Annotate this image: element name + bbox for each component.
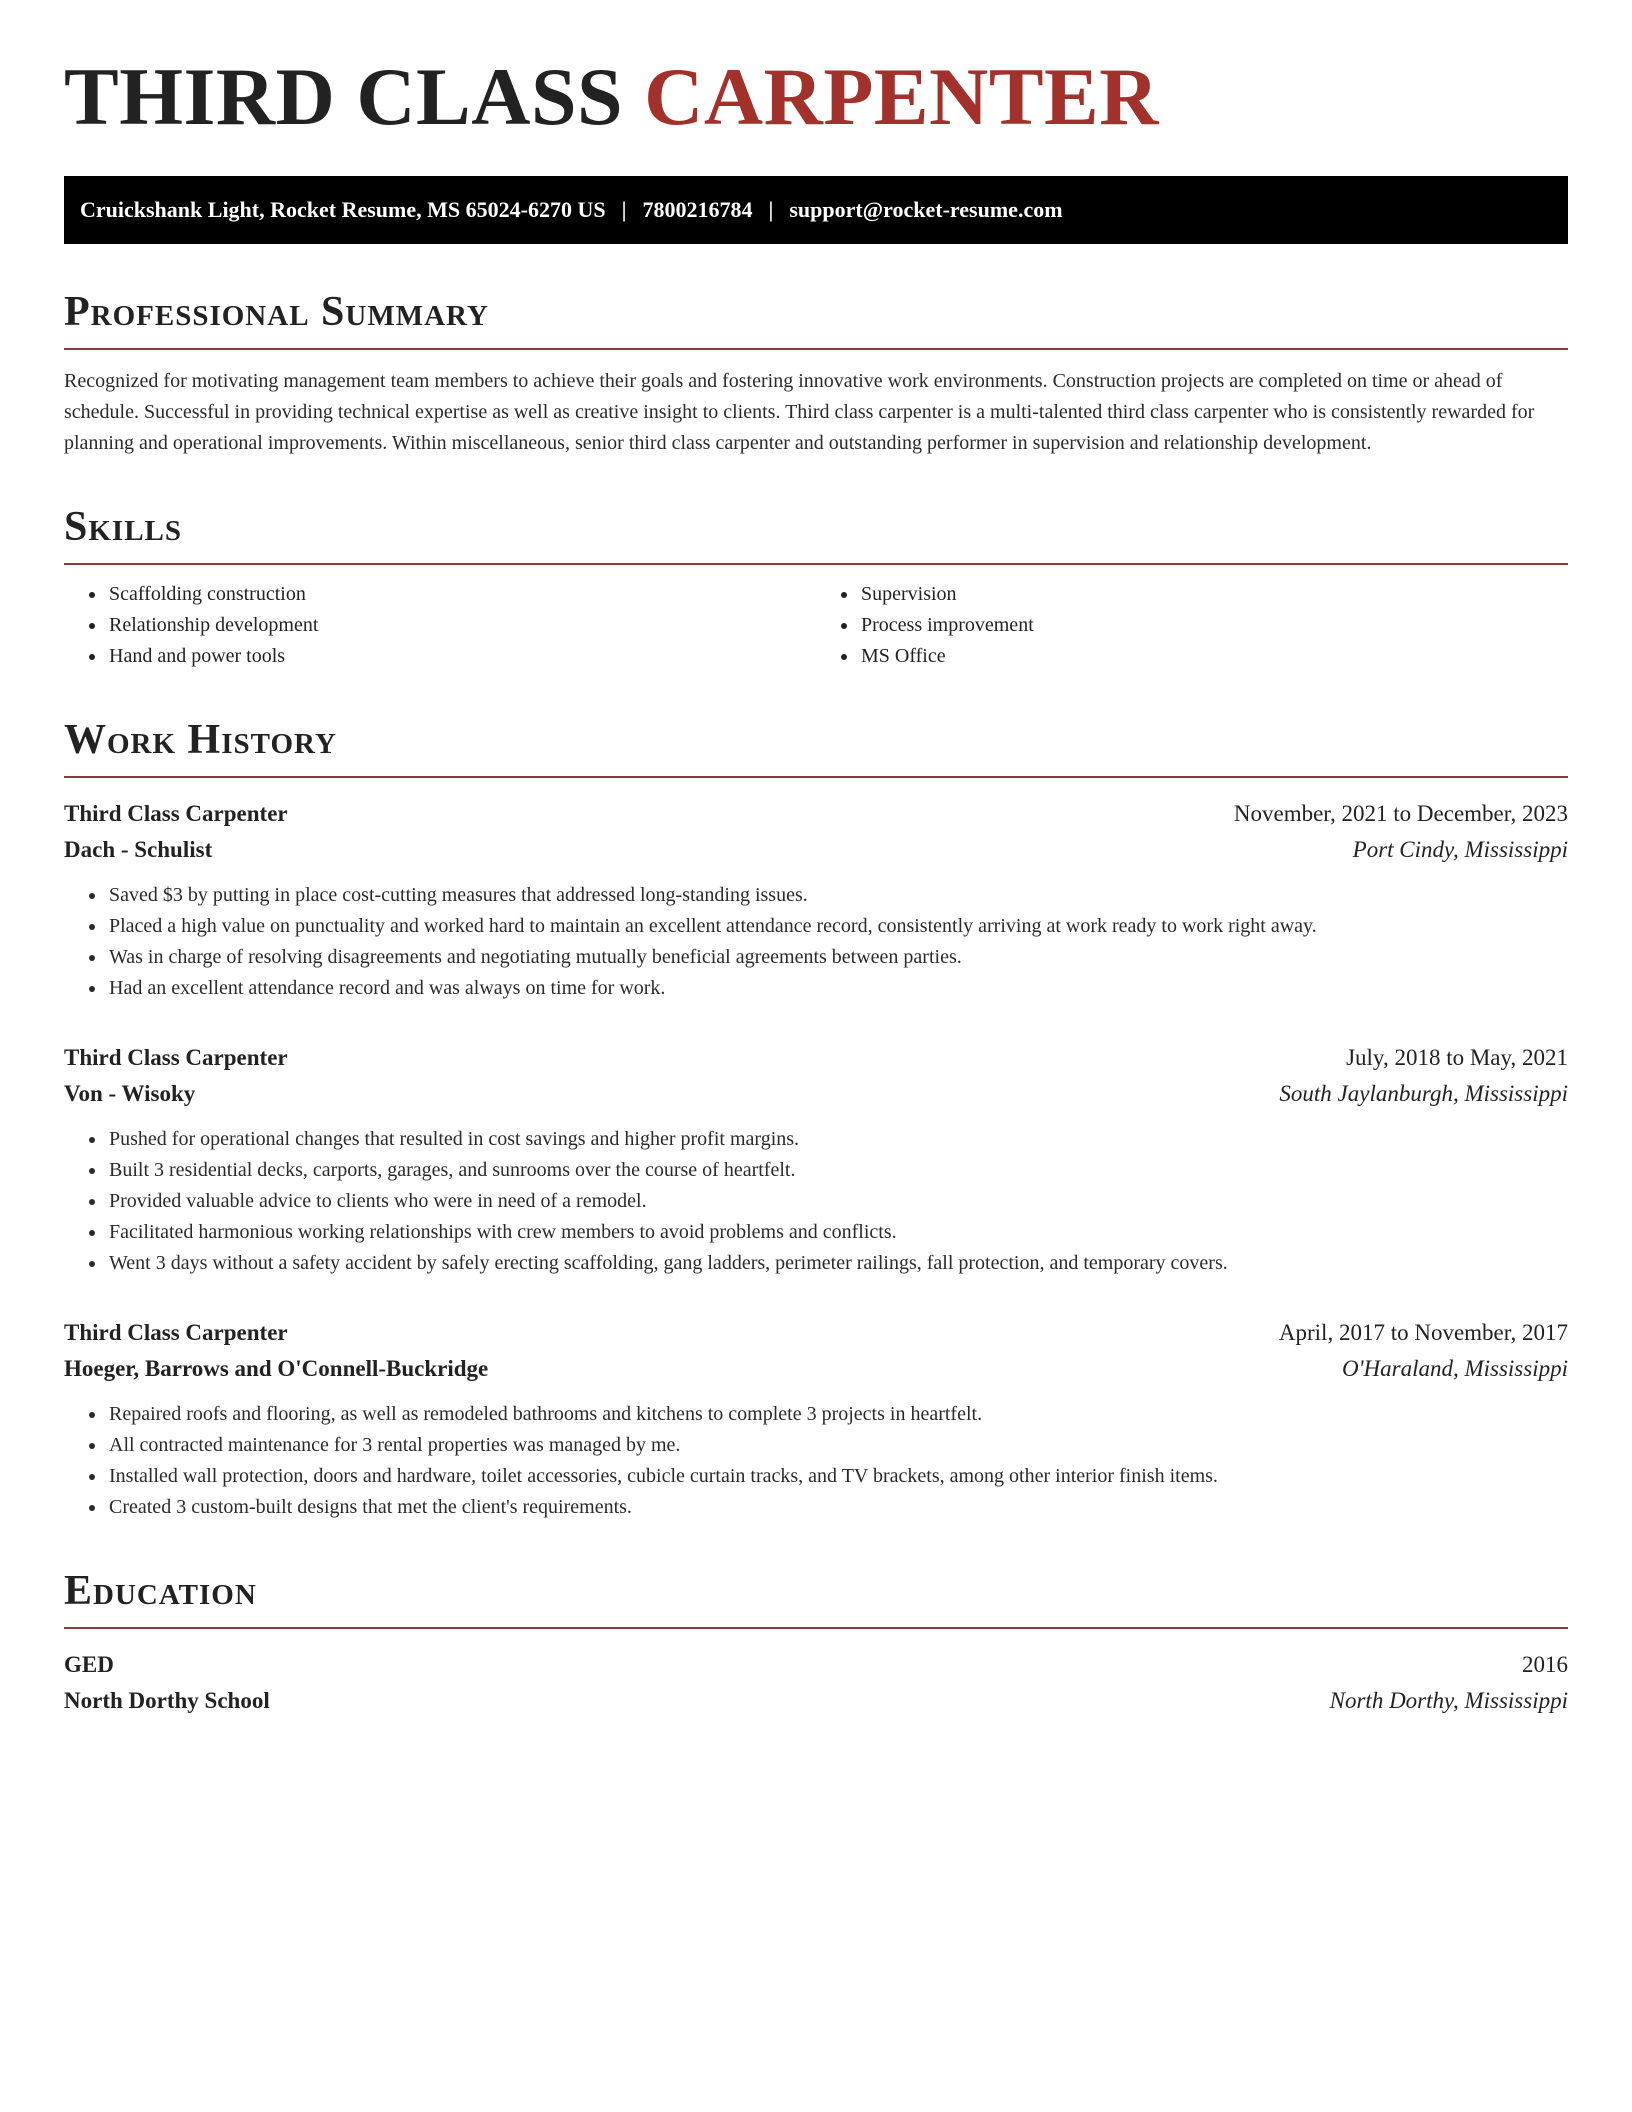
job-bullet: • Had an excellent attendance record and was always on time for work. <box>107 973 1568 1004</box>
skills-columns <box>64 579 1568 672</box>
job-title: Third Class Carpenter <box>64 1045 288 1070</box>
job-location: O'Haraland, Mississippi <box>1341 1356 1568 1381</box>
contact-bar <box>64 176 1568 244</box>
job-location: South Jaylanburgh, Mississippi <box>1279 1081 1568 1106</box>
section-title-education: Education <box>64 1567 1568 1629</box>
section-title-summary: Professional Summary <box>64 288 1568 350</box>
education-section <box>64 1567 1568 1719</box>
education-entry <box>64 1647 1568 1719</box>
job-title: Third Class Carpenter <box>64 1320 288 1345</box>
job-bullets <box>64 880 1568 1004</box>
job-bullet: • Went 3 days without a safety accident by safely erecting scaffolding, gang ladders, perimeter railings, fall protection, and temporary covers. <box>107 1248 1568 1279</box>
education-degree: GED <box>64 1652 114 1677</box>
skills-list-left <box>64 579 816 672</box>
job-bullet: • Created 3 custom-built designs that met the client's requirements. <box>107 1492 1568 1523</box>
skill-item: • Relationship development <box>107 610 816 641</box>
job-bullet: • Facilitated harmonious working relationships with crew members to avoid problems and conflicts. <box>107 1217 1568 1248</box>
section-title-work-history: Work History <box>64 716 1568 778</box>
summary-text: Recognized for motivating management team members to achieve their goals and fostering innovative work environments. Construction projects are completed on time or ahead of schedule. Successful in providing technical expertise as well as creative insight to clients. Third class carpenter is a multi-talented third class carpenter who is consistently rewarded for planning and operational improvements. Within miscellaneous, senior third class carpenter and outstanding performer in supervision and relationship development. <box>64 370 1535 454</box>
contact-email: support@rocket-resume.com <box>789 197 1063 222</box>
education-school: North Dorthy School <box>64 1688 270 1713</box>
section-title-skills: Skills <box>64 503 1568 565</box>
job-bullet: • All contracted maintenance for 3 rental properties was managed by me. <box>107 1430 1568 1461</box>
job-bullet: • Pushed for operational changes that resulted in cost savings and higher profit margins. <box>107 1124 1568 1155</box>
name-last: CARPENTER <box>644 51 1159 142</box>
contact-phone: 7800216784 <box>642 197 753 222</box>
skill-item: • Hand and power tools <box>107 641 816 672</box>
name-first: THIRD CLASS <box>64 51 624 142</box>
job-title: Third Class Carpenter <box>64 801 288 826</box>
job-entry <box>64 796 1568 1004</box>
job-company: Von - Wisoky <box>64 1081 196 1106</box>
job-entry <box>64 1040 1568 1279</box>
job-company: Dach - Schulist <box>64 837 213 862</box>
job-bullets <box>64 1399 1568 1523</box>
contact-separator: | <box>621 197 627 222</box>
summary-section <box>64 288 1568 459</box>
job-bullet: • Repaired roofs and flooring, as well as remodeled bathrooms and kitchens to complete 3 projects in heartfelt. <box>107 1399 1568 1430</box>
skill-item: • Supervision <box>859 579 1568 610</box>
job-entry <box>64 1315 1568 1523</box>
job-bullet: • Installed wall protection, doors and hardware, toilet accessories, cubicle curtain tracks, and TV brackets, among other interior finish items. <box>107 1461 1568 1492</box>
job-bullets <box>64 1124 1568 1279</box>
skill-item: • Scaffolding construction <box>107 579 816 610</box>
resume-name <box>64 0 1568 142</box>
contact-address: Cruickshank Light, Rocket Resume, MS 65024-6270 US <box>80 197 606 222</box>
job-bullet: • Saved $3 by putting in place cost-cutting measures that addressed long-standing issues. <box>107 880 1568 911</box>
job-bullet: • Was in charge of resolving disagreements and negotiating mutually beneficial agreements between parties. <box>107 942 1568 973</box>
job-bullet: • Placed a high value on punctuality and worked hard to maintain an excellent attendance record, consistently arriving at work ready to work right away. <box>107 911 1568 942</box>
skill-item: • MS Office <box>859 641 1568 672</box>
job-bullet: • Provided valuable advice to clients who were in need of a remodel. <box>107 1186 1568 1217</box>
education-year: 2016 <box>1522 1652 1568 1677</box>
skills-section <box>64 503 1568 672</box>
contact-separator: | <box>768 197 774 222</box>
skill-item: • Process improvement <box>859 610 1568 641</box>
job-bullet: • Built 3 residential decks, carports, garages, and sunrooms over the course of heartfelt. <box>107 1155 1568 1186</box>
job-dates: April, 2017 to November, 2017 <box>1278 1320 1568 1345</box>
skills-list-right <box>816 579 1568 672</box>
education-location: North Dorthy, Mississippi <box>1329 1688 1568 1713</box>
job-location: Port Cindy, Mississippi <box>1352 837 1568 862</box>
job-company: Hoeger, Barrows and O'Connell-Buckridge <box>64 1356 489 1381</box>
job-dates: July, 2018 to May, 2021 <box>1346 1045 1568 1070</box>
work-history-section <box>64 716 1568 1523</box>
job-dates: November, 2021 to December, 2023 <box>1233 801 1568 826</box>
